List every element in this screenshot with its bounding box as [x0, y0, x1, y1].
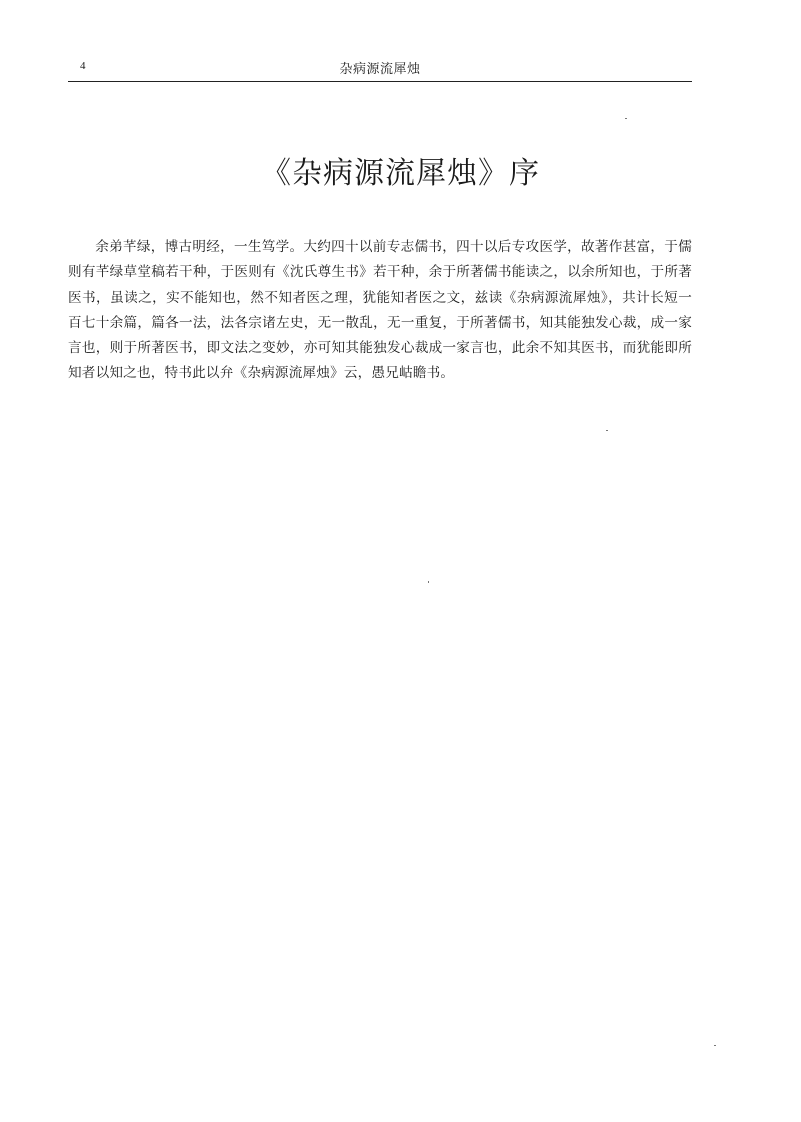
- scan-speck: [714, 1045, 716, 1046]
- header-rule: [68, 81, 692, 82]
- page-number: 4: [80, 60, 86, 72]
- running-header: [68, 58, 692, 80]
- preface-title: 《杂病源流犀烛》序: [261, 156, 540, 191]
- scan-speck: [428, 581, 429, 583]
- running-title: 杂病源流犀烛: [339, 62, 421, 77]
- preface-body: 余弟芊绿，博古明经，一生笃学。大约四十以前专志儒书，四十以后专攻医学，故著作甚富，于儒则有芊绿草堂稿若干种，于医则有《沈氏尊生书》若干种，余于所著儒书能读之，以余所知也，于所著医书，虽读之，实不能知也，然不知者医之理，犹能知者医之文，兹读《杂病源流犀烛》，共计长短一百七十余篇，篇各一法，法各宗诸左史，无一散乱，无一重复，于所著儒书，知其能独发心裁，成一家言也，则于所著医书，即文法之变妙，亦可知其能独发心裁成一家言也，此余不知其医书，而犹能即所知者以知之也，特书此以弁《杂病源流犀烛》云，愚兄岵瞻书。: [68, 239, 692, 382]
- scan-speck: [625, 118, 627, 119]
- scan-speck: [606, 430, 608, 431]
